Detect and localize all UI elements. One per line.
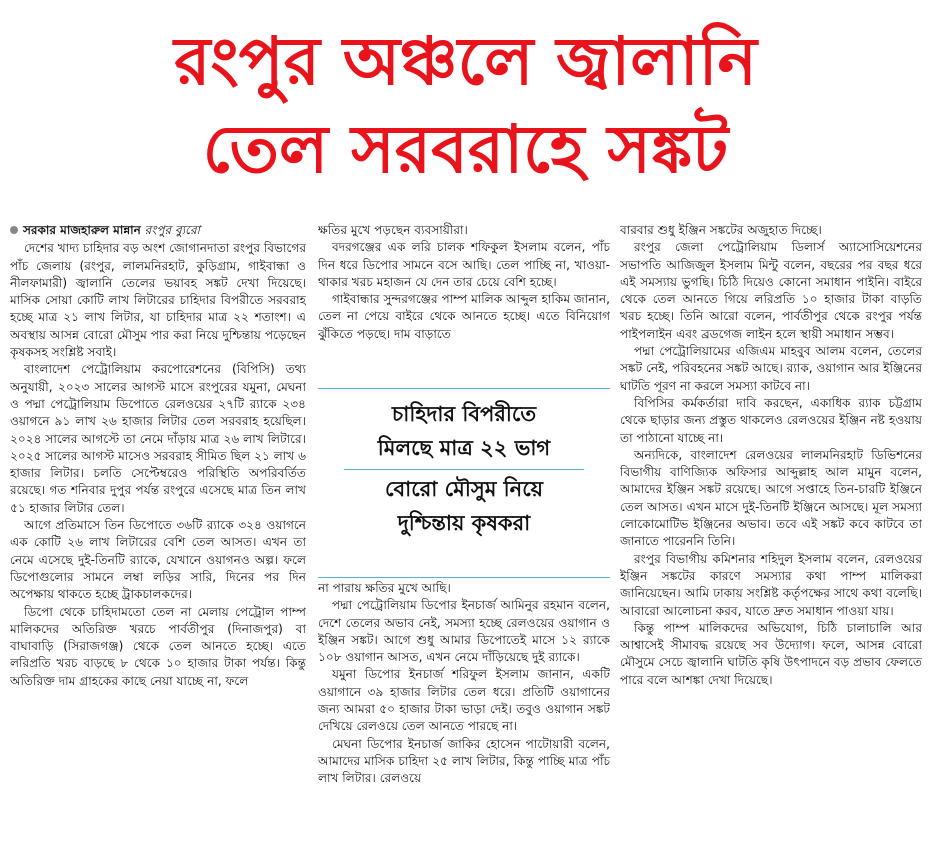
headline-line-1: রংপুর অঞ্চলে জ্বালানি [174,23,757,100]
pull-quote-line-2: মিলছে মাত্র ২২ ভাগ [377,436,551,460]
paragraph: দেশের খাদ্য চাহিদার বড় অংশ জোগানদাতা রংপুর বিভাগের পাঁচ জেলায় (রংপুর, লালমনিরহাট, কুড়িগ্রাম, গাইবান্ধা ও নীলফামারী) জ্বালানি তেলের ভয়াবহ সঙ্কট দেখা দিয়েছে। মাসিক সোয়া কোটি লাখ লিটারের চাহিদার বিপরীতে সরবরাহ হচ্ছে মাত্র ২১ লাখ লিটার, যা চাহিদার মাত্র ২২ শতাংশ। এ অবস্থায় আসন্ন বোরো মৌসুম পার করা নিয়ে দুশ্চিন্তায় পড়েছেন কৃষকসহ সংশ্লিষ্ট সবাই। [10,241,306,360]
paragraph: পদ্মা পেট্রোলিয়ামের এজিএম মাহবুব আলম বলেন, তেলের সঙ্কট নেই, পরিবহনের সঙ্কট আছে। র‍্যাক, ওয়াগান আর ইঞ্জিনের ঘাটতি পূরণ না করলে সমস্যা কাটবে না। [620,344,922,393]
byline [10,222,306,239]
paragraph: বিপিসির কর্মকর্তারা দাবি করছেন, একাধিক র‍্যাক চট্টগ্রাম থেকে ছাড়ার জন্য প্রস্তুত থাকলেও রেলওয়ের ইঞ্জিন নষ্ট হওয়ায় তা পাঠানো যাচ্ছে না। [620,395,922,445]
pull-quote-heading-1 [318,389,610,465]
paragraph: রংপুর বিভাগীয় কমিশনার শহিদুল ইসলাম বলেন, রেলওয়ের ইঞ্জিন সঙ্কটের কারণে সমস্যার কথা পাম্প মালিকরা জানিয়েছেন। আমি ঢাকায় সংশ্লিষ্ট কর্তৃপক্ষের সাথে কথা বলেছি। আবারো আলোচনা করব, যাতে দ্রুত সমাধান পাওয়া যায়। [620,551,922,618]
bullet-dot-icon [10,226,18,234]
headline-line-2: তেল সরবরাহে সঙ্কট [202,111,729,188]
paragraph: অন্যদিকে, বাংলাদেশ রেলওয়ের লালমনিরহাট ডিভিশনের বিভাগীয় বাণিজ্যিক অফিসার আব্দুল্লাহ আল মামুন বলেন, আমাদের ইঞ্জিন সঙ্কট রয়েছে। আগে সপ্তাহে তিন-চারটি ইঞ্জিনে তেল আসত। এখন মাসে দুই-তিনটি ইঞ্জিনে আসছে। মূল সমস্যা লোকোমোটিভ ইঞ্জিনের অভাব। তবে এই সঙ্কট কবে কাটবে তা জানাতে পারেননি তিনি। [620,447,922,549]
article-column-1 [10,222,306,847]
byline-desk: রংপুর ব্যুরো [144,223,201,237]
pull-quote [318,388,610,578]
paragraph: আগে প্রতিমাসে তিন ডিপোতে ৩৬টি র‍্যাকে ৩২৪ ওয়াগনে এক কোটি ২৬ লাখ লিটারের বেশি তেল আসত। এখন তা নেমে এসেছে দুই-তিনটি র‍্যাকে, যেখানে ওয়াগনও অল্প। ফলে ডিপোগুলোর সামনে লম্বা লড়ির সারি, দিনের পর দিন অপেক্ষায় থাকতে হচ্ছে ট্রাকচালকদের। [10,518,306,602]
article-column-3 [620,222,922,847]
paragraph: রংপুর জেলা পেট্রোলিয়াম ডিলার্স অ্যাসোসিয়েশনের সভাপতি আজিজুল ইসলাম মিন্টু বলেন, বছরের পর বছর ধরে এই সমস্যায় ভুগছি। চিঠি দিয়েও কোনো সমাধান পাইনি। বাইরে থেকে তেল আনতে গিয়ে লরিপ্রতি ১০ হাজার টাকা বাড়তি খরচ হচ্ছে। তিনি আরো বলেন, পার্বতীপুর থেকে রংপুর পর্যন্ত পাইপলাইন এবং ব্রডগেজ লাইন হলে স্থায়ী সমাধান সম্ভব। [620,240,922,341]
byline-author: সরকার মাজহারুল মান্নান [23,223,141,237]
article-column-2-bottom [318,580,610,847]
article-column-2-top [318,222,610,388]
paragraph: বদরগঞ্জের এক লরি চালক শফিকুল ইসলাম বলেন, পাঁচ দিন ধরে ডিপোর সামনে বসে আছি। তেল পাচ্ছি না, খাওয়া-থাকার খরচ মহাজন যে দেন তার চেয়ে বেশি হচ্ছে। [318,240,610,289]
paragraph: যমুনা ডিপোর ইনচার্জ শরিফুল ইসলাম জানান, একটি ওয়াগানে ৩৯ হাজার লিটার তেল ধরে। প্রতিটি ওয়াগানের জন্য আমরা ৫০ হাজার টাকা ভাড়া দেই। তবুও ওয়াগান সঙ্কট দেখিয়ে রেলওয়ে তেল আনতে পারছে না। [318,667,610,734]
paragraph: না পারায় ক্ষতির মুখে আছি। [318,581,451,595]
paragraph: ক্ষতির মুখে পড়ছেন ব্যবসায়ীরা। [318,223,468,237]
pull-quote-divider [344,469,584,470]
paragraph: গাইবান্ধার সুন্দরগঞ্জের পাম্প মালিক আব্দুল হাকিম জানান, তেল না পেয়ে বাইরে থেকে আনতে হচ্ছে। এতে বিনিয়োগ ঝুঁকিতে পড়ছে। দাম বাড়াতে [318,292,610,341]
paragraph: পদ্মা পেট্রোলিয়াম ডিপোর ইনচার্জ আমিনুর রহমান বলেন, দেশে তেলের অভাব নেই, সমস্যা হচ্ছে রেলওয়ের ওয়াগান ও ইঞ্জিন সঙ্কট। আগে শুধু আমার ডিপোতেই মাসে ১২ র‍্যাকে ১০৮ ওয়াগান আসত, এখন নেমে দাঁড়িয়েছে দুই র‍্যাকে। [318,598,610,665]
paragraph: ডিপো থেকে চাহিদামতো তেল না মেলায় পেট্রোল পাম্প মালিকদের অতিরিক্ত খরচে পার্বতীপুর (দিনাজপুর) বা বাঘাবাড়ি (সিরাজগঞ্জ) থেকে তেল আনতে হচ্ছে। এতে লরিপ্রতি খরচ বাড়ছে ৮ থেকে ১০ হাজার টাকা পর্যন্ত। কিন্তু অতিরিক্ত দাম গ্রাহকের কাছে নেয়া যাচ্ছে না, ফলে [10,604,306,688]
headline [0,18,931,194]
paragraph: কিন্তু পাম্প মালিকদের অভিযোগ, চিঠি চালাচালি আর আশ্বাসেই সীমাবদ্ধ রয়েছে সব উদ্যোগ। ফলে, আসন্ন বোরো মৌসুমে সেচে জ্বালানি ঘাটতি কৃষি উৎপাদনে বড় প্রভাব ফেলতে পারে বলে আশঙ্কা দেখা দিয়েছে। [620,620,922,687]
pull-quote-line-1: চাহিদার বিপরীতে [391,402,537,426]
paragraph: মেঘনা ডিপোর ইনচার্জ জাকির হোসেন পাটোয়ারী বলেন, আমাদের মাসিক চাহিদা ২৫ লাখ লিটার, কিন্তু পাচ্ছি মাত্র পাঁচ লাখ লিটার। রেলওয়ে [318,736,610,786]
paragraph: বারবার শুধু ইঞ্জিন সঙ্কটের অজুহাত দিচ্ছে। [620,223,822,237]
pull-quote-line-3: বোরো মৌসুম নিয়ে [384,477,544,501]
paragraph: বাংলাদেশ পেট্রোলিয়াম করপোরেশনের (বিপিসি) তথ্য অনুযায়ী, ২০২৩ সালের আগস্ট মাসে রংপুরের যমুনা, মেঘনা ও পদ্মা পেট্রোলিয়াম ডিপোতে রেলওয়ের ২৭টি র‍্যাকে ২৩৪ ওয়াগনে ৯১ লাখ ২৬ হাজার লিটার তেল সরবরাহ হয়েছিল। ২০২৪ সালের আগস্টে তা নেমে দাঁড়ায় মাত্র ২৬ লাখ লিটারে। ২০২৫ সালের আগস্ট মাসেও সরবরাহ সীমিত ছিল ২১ লাখ ৬ হাজার লিটার। চলতি সেপ্টেম্বরেও পরিস্থিতি অপরিবর্তিত রয়েছে। গত শনিবার দুপুর পর্যন্ত রংপুরে এসেছে মাত্র তিন লাখ ৫১ হাজার লিটার তেল। [10,362,306,515]
pull-quote-line-4: দুশ্চিন্তায় কৃষকরা [397,511,531,535]
pull-quote-heading-2 [318,472,610,540]
